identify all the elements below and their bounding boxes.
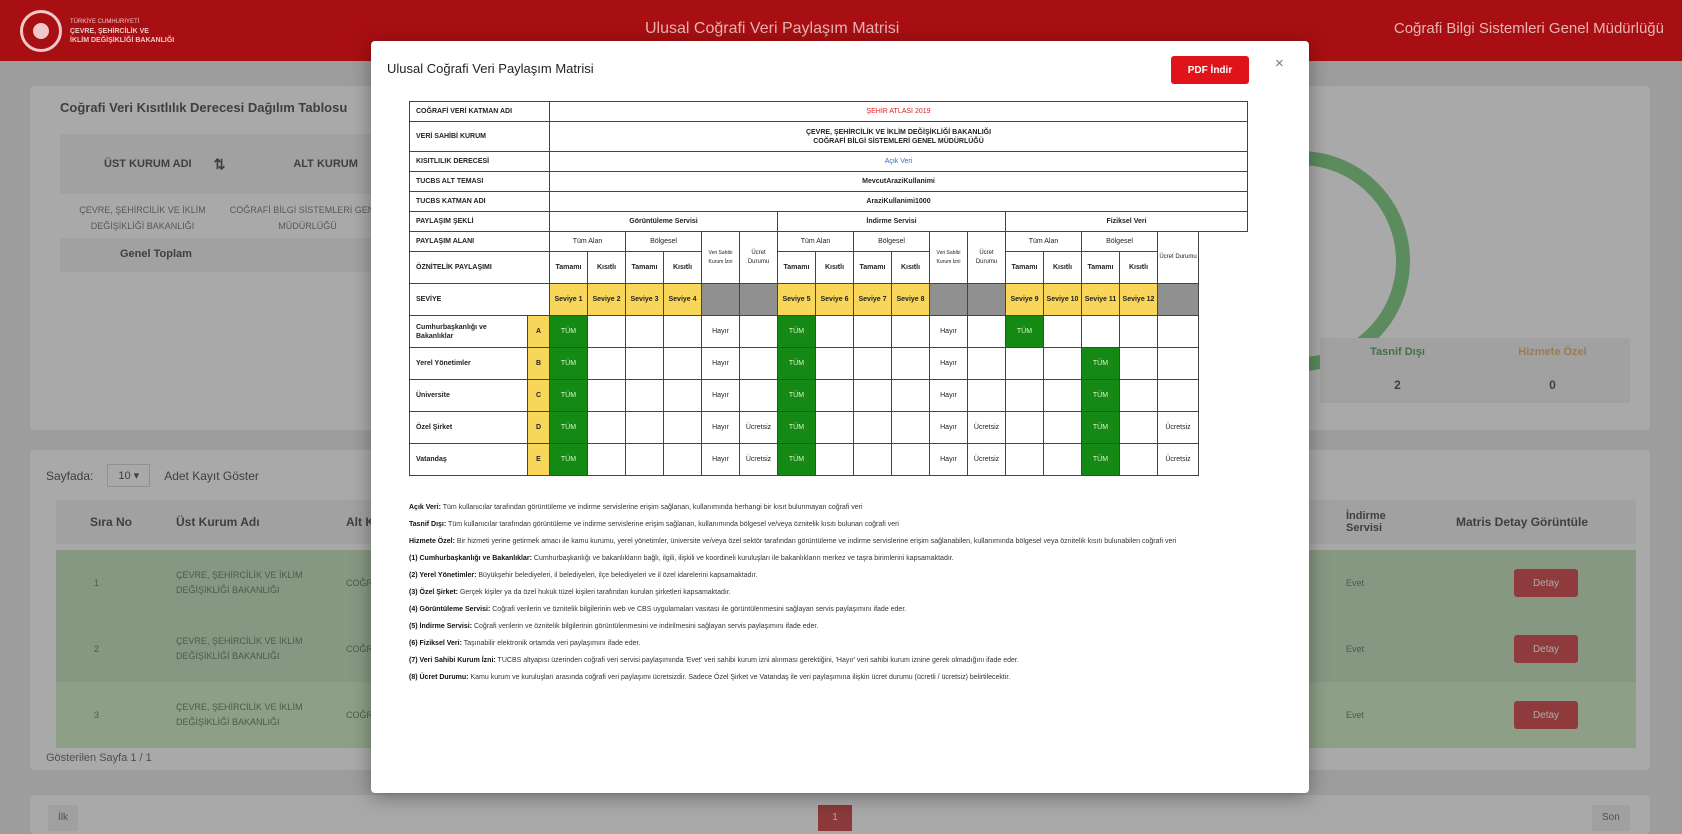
emblem-icon [20, 10, 62, 52]
logo-line-1: TÜRKİYE CUMHURİYETİ [70, 18, 140, 25]
logo-line-3: İKLİM DEĞİŞİKLİĞİ BAKANLIĞI [70, 36, 175, 44]
close-icon[interactable]: × [1275, 55, 1284, 72]
modal-title: Ulusal Coğrafi Veri Paylaşım Matrisi [387, 61, 594, 76]
ministry-logo[interactable] [20, 10, 210, 52]
katman-value: ŞEHİR ATLASI 2019 [550, 102, 1248, 122]
kisitlilik-value: Açık Veri [550, 152, 1248, 172]
sharing-matrix: COĞRAFİ VERİ KATMAN ADI ŞEHİR ATLASI 2019 VERİ SAHİBİ KURUM ÇEVRE, ŞEHİRCİLİK VE İKLİM DEĞİŞİKLİĞİ BAKANLIĞI COĞRAFİ BİLGİ SİSTEMLERİ GENEL MÜDÜRLÜĞÜ KISITLILIK DERECESİ Açık Veri TUCBS ALT TEMASI MevcutAraziKullanimi TUCBS KATMAN ADI AraziKullanimi1000 PAYLAŞIM ŞEKLİ Görüntüleme Servisi İndirme Servisi Fiziksel Veri PAYLAŞIM ALANI Tüm Alan Bölgesel Veri Sahibi Kurum İzni Ücret Durumu Tüm Alan Bölgesel Veri Sahibi Kurum İzni Ücret Durumu Tüm Alan Bölgesel Ücret Durumu ÖZNİTELİK PAYLAŞIMI Tamamı Kısıtlı Tamamı Kısıtlı Tamamı Kısıtlı Tamamı Kısıtlı Tamamı Kısıtlı Tamamı Kısıtlı SEVİYE Seviye 1 Seviye 2 Seviye 3 Seviye 4 Seviye 5 Seviye 6 Seviye 7 Seviye 8 Seviye 9 Seviye 10 Seviye 11 Seviye 12 Cumhurbaşkanlığı ve Bakanlıklar A TÜM Hayır TÜM Hayır TÜM Yerel Yönetimler B TÜM Hayır TÜM Hayır TÜM Üniversite C TÜM Hayır TÜM Hayır TÜM Özel Şirket D TÜM Hayır Ücretsiz TÜM Hayır Ücretsiz TÜM Ücretsiz Vatandaş E TÜM Hayır Ücretsiz TÜM Hayır Ücretsiz TÜM Ücretsiz [409, 101, 1248, 476]
app-title: Ulusal Coğrafi Veri Paylaşım Matrisi [645, 20, 900, 37]
legend-notes: Açık Veri: Tüm kullanıcılar tarafından görüntüleme ve indirme servislerine erişim sağlanan, kullanımında herhangi bir kısıt bulunmayan coğrafi veri Tasnif Dışı: Tüm kullanıcılar tarafından görüntüleme ve indirme servislerine erişim sağlanan, kullanımında bölgesel ve/veya öznitelik kısıtı bulunan coğrafi veri Hizmete Özel: Bir hizmeti yerine getirmek amacı ile kamu kurumu, yerel yönetimler, üniversite ve/veya özel sektör tarafından görüntüleme ve indirme servislerine erişim sağlanabilen, kullanımında bölgesel veya öznitelik kısıtı bulunabilen coğrafi veri (1) Cumhurbaşkanlığı ve Bakanlıklar: Cumhurbaşkanlığı ve bakanlıkların bağlı, ilgili, ilişkili ve koordineli kuruluşları ile bakanlıkların merkez ve taşra birimlerini kapsamaktadır. (2) Yerel Yönetimler: Büyükşehir belediyeleri, il belediyeleri, ilçe belediyeleri ve il özel idarelerini kapsamaktadır. (3) Özel Şirket: Gerçek kişiler ya da özel hukuk tüzel kişileri tarafından kurulan şirketleri kapsamaktadır. (4) Görüntüleme Servisi: Coğrafi verilerin ve öznitelik bilgilerinin web ve CBS uygulamaları vasıtası ile görüntülenmesini sağlayan servis paylaşımını ifade eder. (5) İndirme Servisi: Coğrafi verilerin ve öznitelik bilgilerinin görüntülenmesini ve indirilmesini sağlayan servis paylaşımını ifade eder. (6) Fiziksel Veri: Taşınabilir elektronik ortamda veri paylaşımını ifade eder. (7) Veri Sahibi Kurum İzni: TUCBS altyapısı üzerinden coğrafi veri servisi paylaşımında 'Evet' veri sahibi kurum izni alınması gerektiğini, 'Hayır' veri sahibi kurum iznine gerek olmadığını ifade eder. (8) Ücret Durumu: Kamu kurum ve kuruluşları arasında coğrafi veri paylaşımı ücretsizdir. Sadece Özel Şirket ve Vatandaş ile veri paylaşımına ilişkin ücret durumu (ücretli / ücretsiz) belirtilecektir. [409, 504, 1177, 681]
matrix-modal [371, 41, 1309, 793]
org-title: Coğrafi Bilgi Sistemleri Genel Müdürlüğü [1393, 20, 1664, 37]
logo-line-2: ÇEVRE, ŞEHİRCİLİK VE [70, 27, 149, 35]
pdf-download-button[interactable]: PDF İndir [1171, 56, 1249, 84]
